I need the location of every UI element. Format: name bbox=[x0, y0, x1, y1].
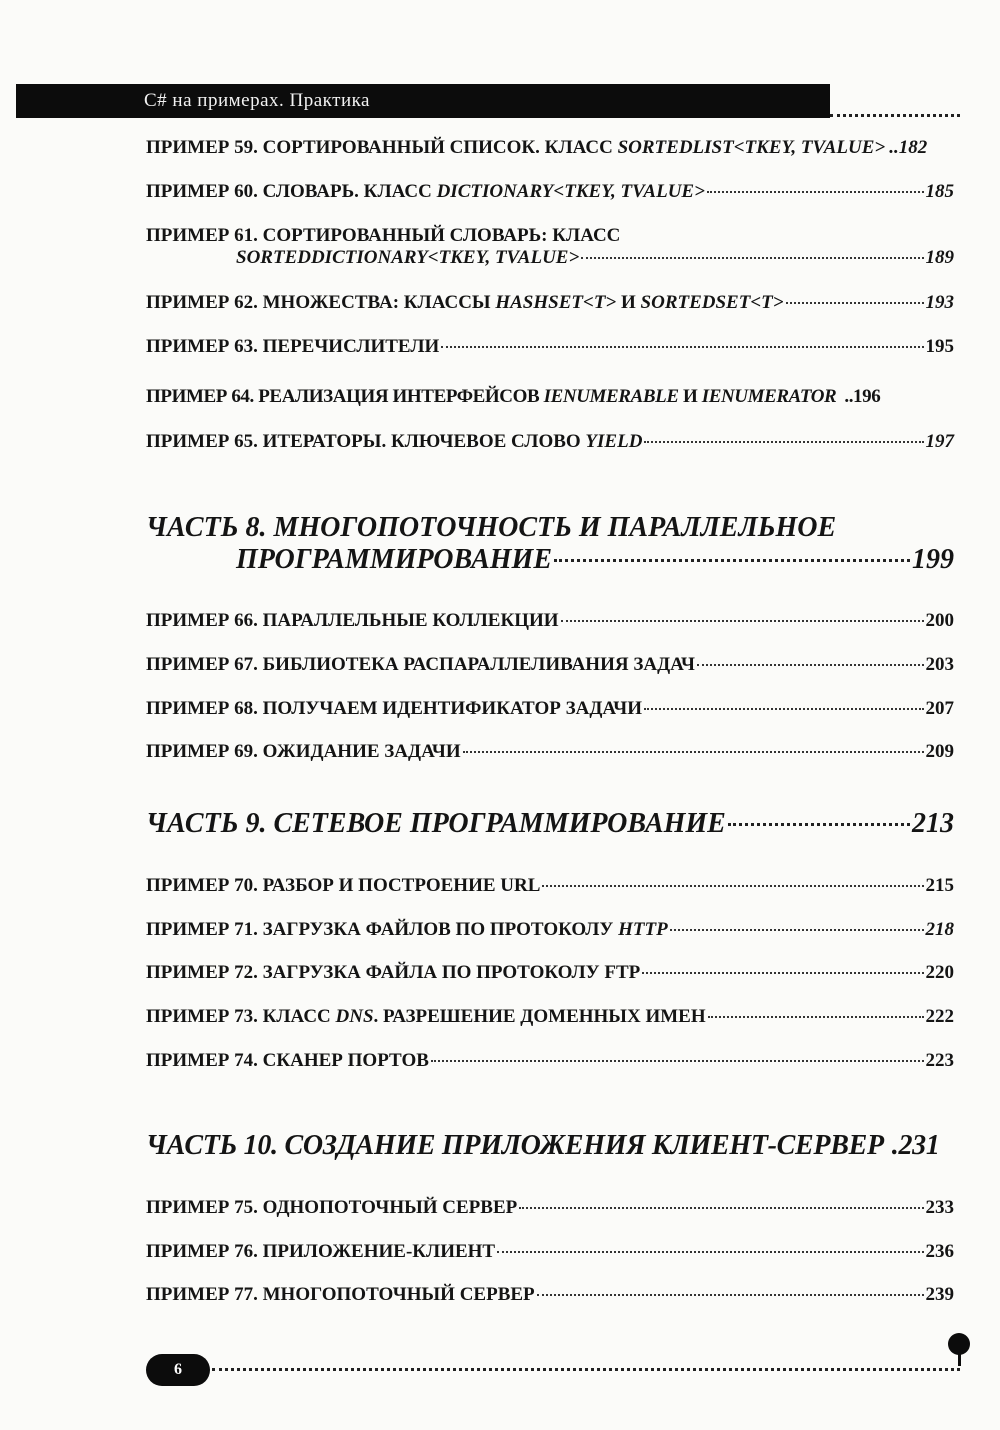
leader-dots bbox=[708, 1016, 924, 1018]
leader-dots bbox=[554, 559, 910, 562]
entry-page: 220 bbox=[925, 962, 954, 983]
toc-entry-60[interactable] bbox=[146, 181, 954, 203]
entry-label: ПРИМЕР 72. ЗАГРУЗКА ФАЙЛА ПО ПРОТОКОЛУ FTP bbox=[146, 962, 641, 983]
toc-entry-76[interactable] bbox=[146, 1241, 954, 1263]
entry-page: 233 bbox=[925, 1197, 954, 1218]
entry-page: ..182 bbox=[889, 137, 928, 158]
entry-label: ПРИМЕР 77. МНОГОПОТОЧНЫЙ СЕРВЕР bbox=[146, 1284, 535, 1305]
entry-label: ПРИМЕР 65. ИТЕРАТОРЫ. КЛЮЧЕВОЕ СЛОВО bbox=[146, 431, 586, 452]
toc-entry-75[interactable] bbox=[146, 1197, 954, 1219]
leader-dots bbox=[497, 1251, 923, 1253]
entry-label-italic: HASHSET<T> bbox=[495, 292, 617, 313]
toc-entry-68[interactable] bbox=[146, 698, 954, 720]
leader-dots bbox=[707, 191, 924, 193]
toc-part-8[interactable] bbox=[146, 512, 954, 576]
entry-page: 222 bbox=[925, 1006, 954, 1027]
entry-page: 203 bbox=[925, 654, 954, 675]
entry-label: ПРИМЕР 71. ЗАГРУЗКА ФАЙЛОВ ПО ПРОТОКОЛУ bbox=[146, 919, 619, 940]
entry-page: 209 bbox=[925, 741, 954, 762]
leader-dots bbox=[642, 972, 923, 974]
leader-dots bbox=[431, 1060, 924, 1062]
entry-label-italic: YIELD bbox=[585, 431, 643, 452]
entry-label: ПРИМЕР 75. ОДНОПОТОЧНЫЙ СЕРВЕР bbox=[146, 1197, 518, 1218]
entry-label-italic: SORTEDDICTIONARY<TKEY, TVALUE> bbox=[236, 247, 580, 268]
leader-dots bbox=[786, 302, 924, 304]
toc-entry-77[interactable] bbox=[146, 1284, 954, 1306]
entry-label-italic: HTTP bbox=[618, 919, 668, 940]
entry-page: 223 bbox=[925, 1050, 954, 1071]
toc-entry-62[interactable] bbox=[146, 292, 954, 314]
leader-dots bbox=[644, 708, 924, 710]
toc-entry-61[interactable] bbox=[146, 225, 954, 269]
entry-page: 195 bbox=[925, 336, 954, 357]
leader-dots bbox=[697, 664, 924, 666]
entry-label: ПРИМЕР 60. СЛОВАРЬ. КЛАСС bbox=[146, 181, 437, 202]
entry-label: ПРИМЕР 62. МНОЖЕСТВА: КЛАССЫ bbox=[146, 292, 496, 313]
toc-entry-67[interactable] bbox=[146, 654, 954, 676]
entry-label: ПРИМЕР 67. БИБЛИОТЕКА РАСПАРАЛЛЕЛИВАНИЯ ЗАДАЧ bbox=[146, 654, 695, 675]
entry-page: 189 bbox=[925, 247, 954, 268]
entry-label-italic: SORTEDLIST<TKEY, TVALUE> bbox=[617, 137, 886, 158]
entry-page: 239 bbox=[925, 1284, 954, 1305]
entry-page: 197 bbox=[925, 431, 954, 452]
entry-label: ПРИМЕР 63. ПЕРЕЧИСЛИТЕЛИ bbox=[146, 336, 440, 357]
part-page: .231 bbox=[891, 1130, 940, 1161]
leader-dots bbox=[670, 929, 924, 931]
entry-label-italic: DNS bbox=[335, 1006, 374, 1027]
toc-entry-71[interactable] bbox=[146, 919, 954, 941]
entry-label: ПРИМЕР 76. ПРИЛОЖЕНИЕ-КЛИЕНТ bbox=[146, 1241, 496, 1262]
entry-label-italic: IENUMERABLE bbox=[543, 386, 679, 407]
part-title-line1: ЧАСТЬ 9. СЕТЕВОЕ ПРОГРАММИРОВАНИЕ bbox=[146, 808, 726, 839]
footer-dotted-rule bbox=[212, 1368, 960, 1371]
toc-part-9[interactable] bbox=[146, 808, 954, 840]
leader-dots bbox=[463, 751, 924, 753]
entry-label-mid: И bbox=[616, 292, 641, 313]
entry-label: ПРИМЕР 64. РЕАЛИЗАЦИЯ ИНТЕРФЕЙСОВ bbox=[146, 386, 544, 407]
entry-page: ..196 bbox=[844, 386, 881, 407]
entry-label: ПРИМЕР 61. СОРТИРОВАННЫЙ СЛОВАРЬ: КЛАСС bbox=[146, 225, 621, 246]
toc-entry-72[interactable] bbox=[146, 962, 954, 984]
entry-page: 218 bbox=[925, 919, 954, 940]
entry-label-italic: DICTIONARY<TKEY, TVALUE> bbox=[436, 181, 705, 202]
entry-label-mid: . РАЗРЕШЕНИЕ ДОМЕННЫХ ИМЕН bbox=[373, 1006, 706, 1027]
entry-page: 207 bbox=[925, 698, 954, 719]
toc-entry-59[interactable] bbox=[146, 137, 954, 159]
entry-label-italic-2: SORTEDSET<T> bbox=[640, 292, 784, 313]
part-title-line2: ПРОГРАММИРОВАНИЕ bbox=[236, 544, 553, 575]
part-page: 213 bbox=[912, 808, 954, 839]
entry-label: ПРИМЕР 74. СКАНЕР ПОРТОВ bbox=[146, 1050, 429, 1071]
leader-dots bbox=[519, 1207, 923, 1209]
leader-dots bbox=[644, 441, 923, 443]
entry-page: 185 bbox=[925, 181, 954, 202]
entry-label-italic-2: IENUMERATOR bbox=[701, 386, 837, 407]
header-dotted-rule bbox=[830, 114, 960, 117]
entry-page: 200 bbox=[925, 610, 954, 631]
entry-page: 236 bbox=[925, 1241, 954, 1262]
part-title-line1: ЧАСТЬ 8. МНОГОПОТОЧНОСТЬ И ПАРАЛЛЕЛЬНОЕ bbox=[146, 512, 837, 543]
leader-dots bbox=[441, 346, 923, 348]
toc-entry-69[interactable] bbox=[146, 741, 954, 763]
part-title-line1: ЧАСТЬ 10. СОЗДАНИЕ ПРИЛОЖЕНИЯ КЛИЕНТ-СЕРВЕР bbox=[146, 1130, 884, 1161]
entry-label: ПРИМЕР 70. РАЗБОР И ПОСТРОЕНИЕ URL bbox=[146, 875, 541, 896]
entry-page: 193 bbox=[925, 292, 954, 313]
toc-entry-63[interactable] bbox=[146, 336, 954, 358]
leader-dots bbox=[728, 823, 910, 826]
entry-page: 215 bbox=[925, 875, 954, 896]
toc-part-10[interactable] bbox=[146, 1130, 954, 1162]
entry-label: ПРИМЕР 69. ОЖИДАНИЕ ЗАДАЧИ bbox=[146, 741, 461, 762]
part-page: 199 bbox=[912, 544, 954, 575]
leader-dots bbox=[561, 620, 924, 622]
leader-dots bbox=[542, 885, 923, 887]
entry-label-mid: И bbox=[678, 386, 702, 407]
page-number-badge: 6 bbox=[146, 1354, 210, 1386]
toc-entry-66[interactable] bbox=[146, 610, 954, 632]
toc-entry-73[interactable] bbox=[146, 1006, 954, 1028]
entry-label: ПРИМЕР 66. ПАРАЛЛЕЛЬНЫЕ КОЛЛЕКЦИИ bbox=[146, 610, 559, 631]
entry-label: ПРИМЕР 59. СОРТИРОВАННЫЙ СПИСОК. КЛАСС bbox=[146, 137, 618, 158]
running-header: C# на примерах. Практика bbox=[16, 84, 830, 118]
toc-entry-64[interactable] bbox=[146, 386, 954, 408]
entry-label: ПРИМЕР 73. КЛАСС bbox=[146, 1006, 336, 1027]
toc-entry-74[interactable] bbox=[146, 1050, 954, 1072]
leader-dots bbox=[581, 257, 923, 259]
footer-bullet-stem bbox=[958, 1352, 961, 1366]
leader-dots bbox=[537, 1294, 924, 1296]
entry-label: ПРИМЕР 68. ПОЛУЧАЕМ ИДЕНТИФИКАТОР ЗАДАЧИ bbox=[146, 698, 642, 719]
toc-entry-65[interactable] bbox=[146, 431, 954, 453]
toc-entry-70[interactable] bbox=[146, 875, 954, 897]
